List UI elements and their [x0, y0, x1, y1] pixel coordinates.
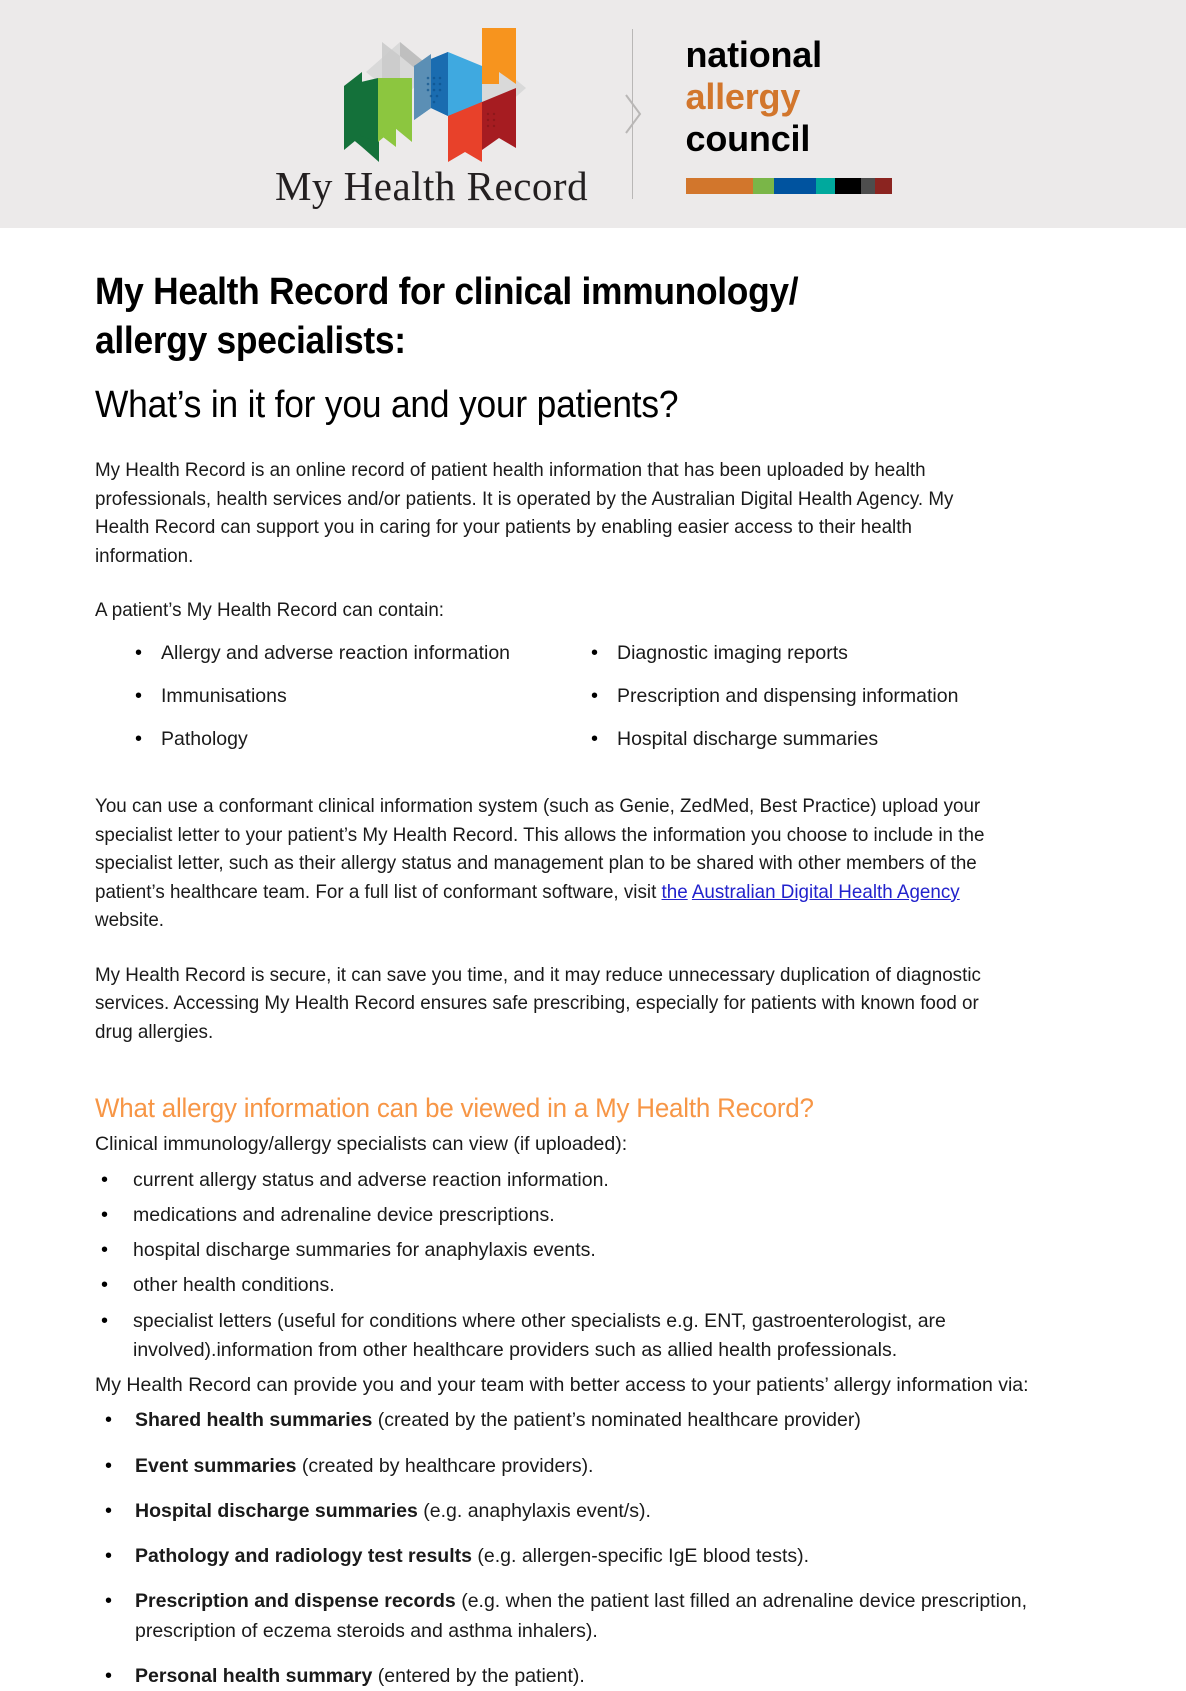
my-health-record-wordmark: My Health Record	[274, 162, 589, 209]
chevron-right-divider-icon	[622, 93, 644, 135]
via-lead-in: My Health Record can provide you and your team with better access to your patients’ allergy information via:	[95, 1374, 1029, 1397]
page-title: My Health Record for clinical immunology/ allergy specialists:	[95, 271, 799, 363]
record-contents-two-column-list	[95, 639, 1091, 769]
list-item: • hospital discharge summaries for anaphylaxis events.	[95, 1236, 1091, 1265]
list-item-description: (e.g. anaphylaxis event/s).	[417, 1499, 651, 1522]
list-item: • Prescription and dispensing information	[575, 682, 1055, 711]
list-item	[95, 1662, 1091, 1691]
list-item: • medications and adrenaline device prescriptions.	[95, 1201, 1091, 1230]
list-item-label: Hospital discharge summaries	[135, 1499, 418, 1522]
nac-color-segment-dark-grey	[861, 178, 875, 194]
document-body	[0, 268, 1186, 1691]
page-header-band	[0, 0, 1186, 228]
list-item: • current allergy status and adverse reaction information.	[95, 1166, 1091, 1195]
record-contents-right-list	[575, 639, 1055, 755]
list-item-description: (entered by the patient).	[372, 1664, 585, 1687]
conformant-text-before-link: You can use a conformant clinical information system (such as Genie, ZedMed, Best Practice) upload your specialist letter to your patient’s My Health Record. This allows the information you choose to include in the specialist letter, such as their allergy status and management plan to be shared with other members of the patient’s healthcare team. For a full list of conformant software, visit	[95, 795, 985, 903]
list-item: • other health conditions.	[95, 1271, 1091, 1300]
list-item-description: (e.g. allergen-specific IgE blood tests).	[471, 1545, 810, 1568]
nac-color-segment-orange	[686, 178, 753, 194]
adha-link-the[interactable]: the	[661, 880, 688, 903]
list-item: • Hospital discharge summaries	[575, 725, 1055, 754]
list-item-description: (e.g. when the patient last filled an adrenaline device prescription, prescription of eczema steroids and asthma inhalers).	[135, 1590, 1028, 1642]
my-health-record-logo-icon	[322, 22, 542, 162]
nac-color-segment-teal	[816, 178, 836, 194]
list-item: • Immunisations	[95, 682, 575, 711]
nac-line-national: national	[685, 34, 822, 76]
nac-color-bar	[686, 178, 893, 194]
list-item-label: Prescription and dispense records	[135, 1590, 456, 1613]
contains-lead-in: A patient’s My Health Record can contain:	[95, 599, 445, 622]
list-item-label: Pathology and radiology test results	[135, 1545, 472, 1568]
national-allergy-council-brand	[656, 34, 893, 193]
nac-color-segment-green-dotted	[753, 178, 775, 194]
nac-line-allergy: allergy	[685, 76, 801, 118]
australian-digital-health-agency-link[interactable]: Australian Digital Health Agency	[691, 880, 960, 903]
intro-paragraph: My Health Record is an online record of patient health information that has been uploaded by health professionals, health services and/or patients. It is operated by the Australian Digital Health Agency. My Health Record can support you in caring for your patients by enabling easier access to their health information.	[95, 459, 954, 567]
page-subtitle: What’s in it for you and your patients?	[95, 383, 679, 426]
record-types-list	[95, 1406, 1091, 1691]
list-item: • Diagnostic imaging reports	[575, 639, 1055, 668]
conformant-software-paragraph	[95, 792, 1012, 934]
nac-color-segment-black	[835, 178, 861, 194]
list-item: • Pathology	[95, 725, 575, 754]
list-item: • Allergy and adverse reaction information	[95, 639, 575, 668]
list-item-label: Event summaries	[135, 1454, 297, 1477]
can-view-list	[95, 1166, 1091, 1366]
section-heading-allergy-information: What allergy information can be viewed in a My Health Record?	[95, 1093, 814, 1124]
list-item-label: Shared health summaries	[135, 1409, 373, 1432]
list-item-description: (created by healthcare providers).	[296, 1454, 594, 1477]
list-item	[95, 1406, 1091, 1435]
list-item	[95, 1452, 1091, 1481]
list-item: • specialist letters (useful for conditions where other specialists e.g. ENT, gastroenterologist, are involved).information from other healthcare providers such as allied health professionals.	[95, 1307, 1091, 1366]
record-contents-left-list	[95, 639, 575, 755]
brand-divider	[610, 29, 656, 199]
nac-color-segment-blue	[774, 178, 815, 194]
list-item	[95, 1497, 1091, 1526]
list-item-description: (created by the patient’s nominated healthcare provider)	[372, 1409, 861, 1432]
brand-lockup	[274, 22, 893, 209]
conformant-text-after-link: website.	[95, 909, 165, 932]
nac-line-council: council	[685, 117, 811, 159]
list-item	[95, 1587, 1091, 1646]
secure-paragraph: My Health Record is secure, it can save you time, and it may reduce unnecessary duplication of diagnostic services. Accessing My Health Record ensures safe prescribing, especially for patients with known food or drug allergies.	[95, 963, 981, 1043]
list-item	[95, 1542, 1091, 1571]
nac-color-segment-dark-red	[875, 178, 893, 194]
can-view-lead-in: Clinical immunology/allergy specialists can view (if uploaded):	[95, 1133, 628, 1156]
list-item-label: Personal health summary	[135, 1664, 373, 1687]
my-health-record-brand	[274, 22, 610, 209]
